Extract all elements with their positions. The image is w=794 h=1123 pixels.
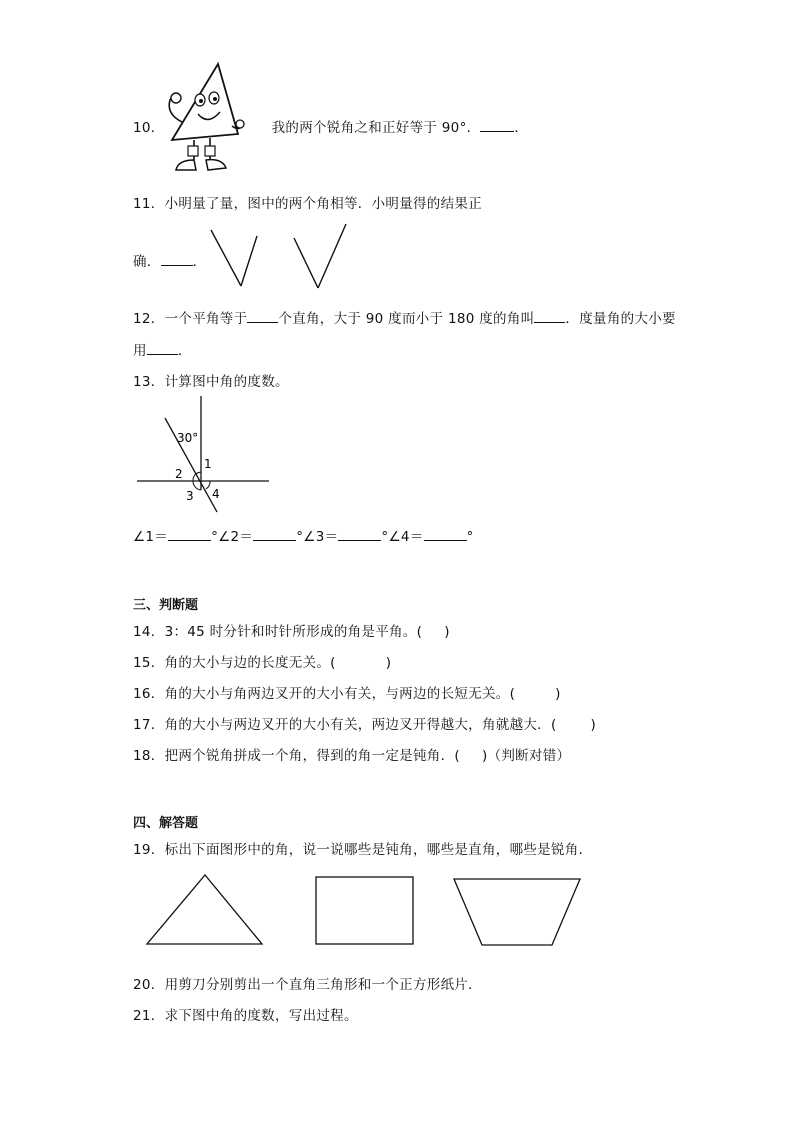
answer-blank-1[interactable] [247, 310, 278, 323]
angle-label-2: 2 [175, 467, 183, 481]
answer-blank-3[interactable] [338, 528, 381, 541]
question-18: 18．把两个锐角拼成一个角，得到的角一定是钝角．( )（判断对错） [133, 748, 571, 764]
intersecting-lines-figure [135, 394, 275, 514]
answer-blank-3[interactable] [147, 342, 178, 355]
question-13-answers: ∠1＝ °∠2＝ °∠3＝ °∠4＝ ° [133, 529, 474, 545]
question-12-continued: 用 ． [133, 343, 192, 359]
trapezoid-shape [452, 877, 584, 949]
triangle-shape [145, 873, 265, 948]
question-11-continued: 确． ． [133, 254, 207, 270]
question-text: 我的两个锐角之和正好等于 90°． [271, 120, 481, 136]
question-17: 17．角的大小与两边叉开的大小有关，两边叉开得越大，角就越大．( ) [133, 717, 597, 733]
answer-blank[interactable] [161, 253, 193, 266]
answer-blank[interactable] [480, 119, 514, 132]
answer-blank-2[interactable] [534, 310, 565, 323]
question-20: 20．用剪刀分别剪出一个直角三角形和一个正方形纸片． [133, 977, 482, 993]
section-title-judgement: 三、判断题 [133, 598, 199, 613]
angle-figure-b [288, 220, 358, 290]
question-12: 12．一个平角等于 个直角，大于 90 度而小于 180 度的角叫 ．度量角的大小要 [133, 311, 676, 327]
answer-blank-1[interactable] [168, 528, 211, 541]
rectangle-shape [315, 876, 415, 946]
section-title-solve: 四、解答题 [133, 816, 199, 831]
question-21: 21．求下图中角的度数，写出过程。 [133, 1008, 358, 1024]
question-11 [133, 192, 482, 212]
answer-blank-2[interactable] [253, 528, 296, 541]
angle-label-30: 30° [177, 431, 199, 445]
question-16: 16．角的大小与角两边叉开的大小有关，与两边的长短无关。( ) [133, 686, 561, 702]
answer-blank-4[interactable] [424, 528, 467, 541]
angle-label-1: 1 [204, 457, 212, 471]
question-13: 13．计算图中角的度数。 [133, 374, 289, 390]
angle-figure-a [205, 226, 265, 296]
question-19: 19．标出下面图形中的角，说一说哪些是钝角，哪些是直角，哪些是锐角． [133, 842, 593, 858]
question-10: 10． 我的两个锐角之和正好等于 90°． ． [133, 120, 529, 136]
angle-label-4: 4 [212, 487, 220, 501]
question-14: 14．3：45 时分针和时针所形成的角是平角。( ) [133, 624, 450, 640]
angle-label-3: 3 [186, 489, 194, 503]
question-number: 10． [133, 120, 165, 136]
question-number: 11． [133, 196, 165, 212]
question-15: 15．角的大小与边的长度无关。( ) [133, 655, 392, 671]
question-text: 小明量了量，图中的两个角相等．小明量得的结果正 [164, 196, 482, 212]
